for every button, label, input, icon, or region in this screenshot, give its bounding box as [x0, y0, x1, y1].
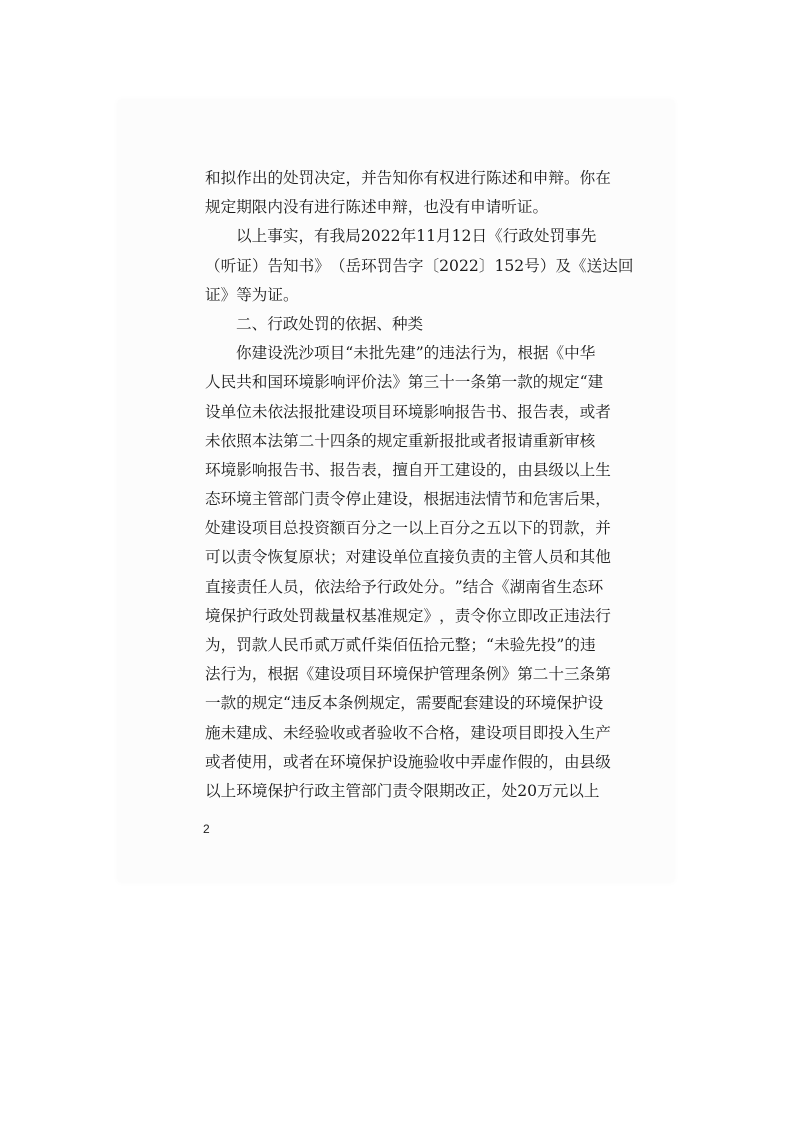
text-line: 境 保 护 行 政 处 罚 裁 量 权 基 准 规 定 》 ， 责 令 你 立 即 改 正 违 法 行: [205, 606, 611, 625]
text-line: 一 款 的 规 定 “ 违 反 本 条 例 规 定 ， 需 要 配 套 建 设 的 环 境 保 护 设: [205, 694, 604, 713]
text-line: 法 行 为 ， 根 据 《 建 设 项 目 环 境 保 护 管 理 条 例 》 第 二 十 三 条 第: [205, 665, 611, 684]
text-line: 和 拟 作 出 的 处 罚 决 定 ， 并 告 知 你 有 权 进 行 陈 述 和 申 辩 。 你 在: [205, 169, 611, 187]
text-line: 规定期限内没有进行陈述申辩，也没有申请听证。: [205, 198, 549, 217]
text-line: 为 ， 罚 款 人 民 币 贰 万 贰 仟 柒 佰 伍 拾 元 整 ； “ 未 验 先 投 ” 的 违: [205, 636, 596, 654]
text-line: 以 上 环 境 保 护 行 政 主 管 部 门 责 令 限 期 改 正 ， 处 20 万 元 以 上: [205, 781, 600, 800]
text-line: 你 建 设 洗 沙 项 目 “ 未 批 先 建 ” 的 违 法 行 为 ， 根 据 《 中 华: [236, 344, 596, 363]
text-line: 或 者 使 用 ， 或 者 在 环 境 保 护 设 施 验 收 中 弄 虚 作 假 的 ， 由 县 级: [205, 752, 611, 771]
text-line: 直 接 责 任 人 员 ， 依 法 给 予 行 政 处 分 。 ” 结 合 《 湖 南 省 生 态 环: [205, 577, 604, 596]
text-line: 施 未 建 成 、 未 经 验 收 或 者 验 收 不 合 格 ， 建 设 项 目 即 投 入 生 产: [205, 723, 611, 742]
text-line: 人 民 共 和 国 环 境 影 响 评 价 法 》 第 三 十 一 条 第 一 款 的 规 定 “ 建: [205, 373, 604, 392]
text-line: 可 以 责 令 恢 复 原 状 ； 对 建 设 单 位 直 接 负 责 的 主 管 人 员 和 其 他: [205, 548, 611, 567]
text-line: 态 环 境 主 管 部 门 责 令 停 止 建 设 ， 根 据 违 法 情 节 和 危 害 后 果 ，: [205, 490, 611, 509]
page-number: 2: [203, 822, 210, 836]
text-line: 未 依 照 本 法 第 二 十 四 条 的 规 定 重 新 报 批 或 者 报 请 重 新 审 核: [205, 431, 596, 450]
text-line: 设 单 位 未 依 法 报 批 建 设 项 目 环 境 影 响 报 告 书 、 报 告 表 ， 或 者: [205, 402, 611, 421]
text-line: 环 境 影 响 报 告 书 、 报 告 表 ， 擅 自 开 工 建 设 的 ， 由 县 级 以 上 生: [205, 460, 611, 479]
text-line: （ 听 证 ） 告 知 书 》 （ 岳 环 罚 告 字 〔 2022 〕 152 号 ） 及 《 送 达 回: [205, 256, 634, 275]
text-line: 以 上 事 实 ， 有 我 局 2022 年 11 月 12 日 《 行 政 处 罚 事 先: [236, 227, 597, 246]
text-line: 证》等为证。: [205, 285, 299, 304]
document-body: [205, 164, 634, 806]
text-line: 处 建 设 项 目 总 投 资 额 百 分 之 一 以 上 百 分 之 五 以 下 的 罚 款 ， 并: [205, 519, 611, 538]
text-line: 二、行政处罚的依据、种类: [236, 314, 424, 333]
